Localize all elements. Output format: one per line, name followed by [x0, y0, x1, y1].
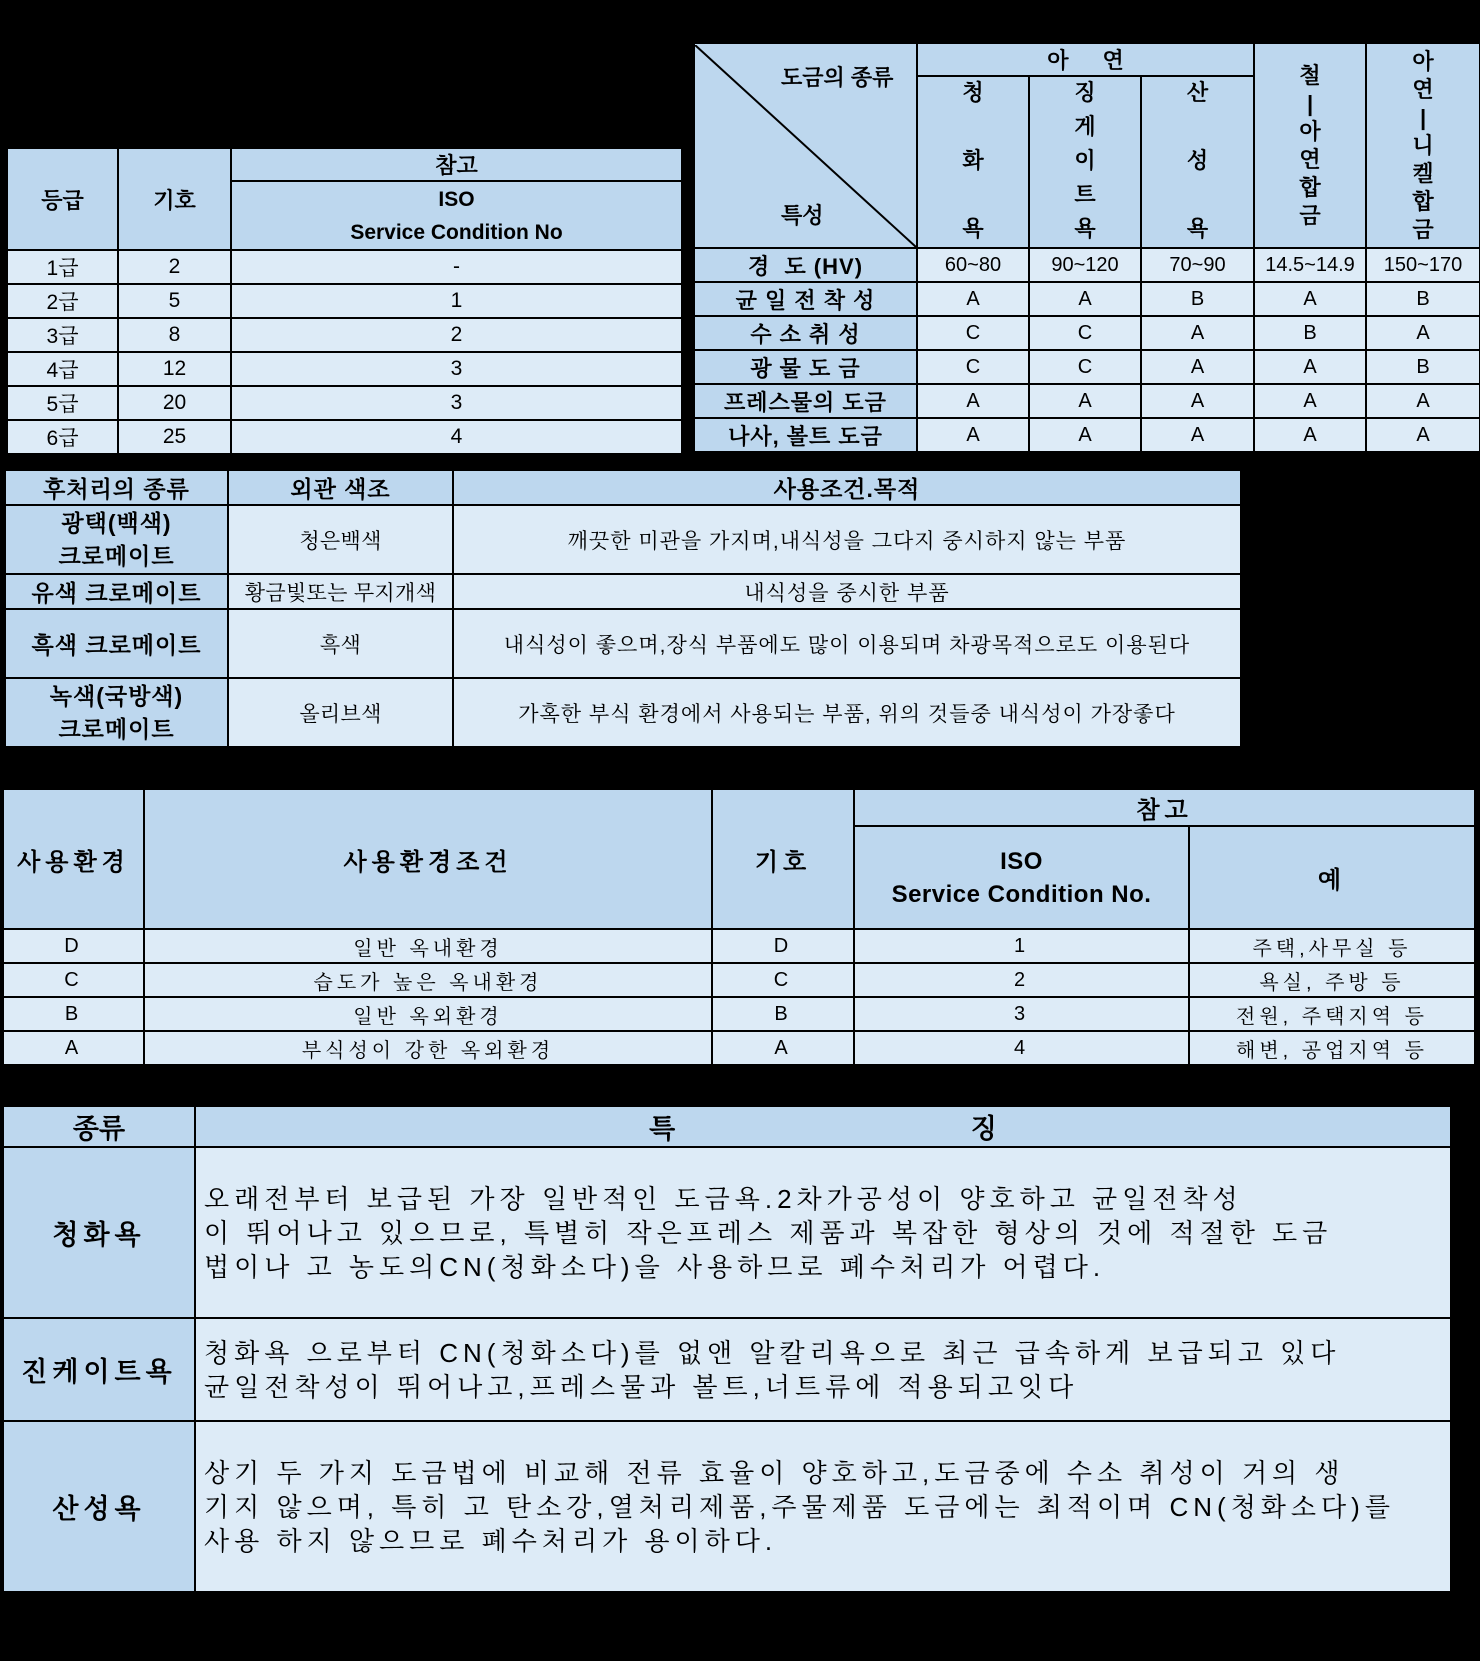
usage-environment-table: [2, 788, 1476, 1066]
environment-cell: A: [3, 1031, 144, 1065]
description-line: 사용 하지 않으므로 폐수처리가 용이하다.: [204, 1525, 778, 1556]
table-row: [3, 1421, 1451, 1592]
table-row: [5, 505, 1241, 574]
table-row: [5, 609, 1241, 678]
label-char: 청: [962, 80, 984, 105]
value-cell: 70~90: [1141, 248, 1254, 282]
symbol-cell: 12: [118, 352, 231, 386]
label-char: 켈: [1412, 160, 1434, 186]
header-symbol: 기호: [712, 789, 854, 929]
header-iron-zinc-alloy: [1254, 43, 1366, 248]
iso-label: ISO: [1000, 847, 1043, 875]
label-char: 화: [962, 148, 984, 173]
table-row: [7, 420, 682, 454]
iso-no-cell: 3: [231, 386, 682, 420]
table-row: [5, 678, 1241, 747]
iso-no-cell: 4: [231, 420, 682, 454]
environment-cell: D: [3, 929, 144, 963]
property-label-cell: 경 도 (HV): [694, 248, 917, 282]
value-cell: A: [1141, 316, 1254, 350]
value-cell: C: [917, 316, 1029, 350]
header-row: [3, 789, 1475, 826]
table-row: [3, 997, 1475, 1031]
iso-no-cell: 1: [854, 929, 1189, 963]
vertical-label: [1255, 62, 1365, 230]
treatment-type-line: 광택(백색): [61, 509, 172, 536]
color-cell: 청은백색: [228, 505, 453, 574]
grade-cell: 6급: [7, 420, 118, 454]
value-cell: A: [1029, 418, 1141, 452]
header-example: 예: [1189, 826, 1475, 929]
header-iso-service-condition: [231, 181, 682, 250]
treatment-type-cell: 흑색 크로메이트: [5, 609, 228, 678]
value-cell: A: [1254, 350, 1366, 384]
description-line: 법이나 고 농도의CN(청화소다)을 사용하므로 폐수처리가 어렵다.: [204, 1251, 1106, 1282]
environment-cell: C: [3, 963, 144, 997]
header-usage-purpose: 사용조건.목적: [453, 470, 1241, 505]
label-char: 징: [1074, 80, 1096, 105]
value-cell: C: [917, 350, 1029, 384]
symbol-cell: 8: [118, 318, 231, 352]
example-cell: 욕실, 주방 등: [1189, 963, 1475, 997]
vertical-label: [1030, 80, 1140, 242]
example-cell: 해변, 공업지역 등: [1189, 1031, 1475, 1065]
label-char: 욕: [962, 216, 984, 241]
label-char: 욕: [1186, 216, 1209, 241]
purpose-cell: 깨끗한 미관을 가지며,내식성을 그다지 중시하지 않는 부품: [453, 505, 1241, 574]
property-label: 특성: [781, 202, 824, 228]
value-cell: A: [1141, 384, 1254, 418]
vertical-label: [1142, 80, 1253, 242]
plating-type-label: 도금의 종류: [781, 64, 894, 90]
value-cell: A: [1366, 384, 1480, 418]
condition-cell: 일반 옥외환경: [144, 997, 712, 1031]
iso-no-cell: 2: [231, 318, 682, 352]
purpose-cell: 내식성을 중시한 부품: [453, 574, 1241, 609]
grade-cell: 1급: [7, 250, 118, 284]
condition-cell: 부식성이 강한 옥외환경: [144, 1031, 712, 1065]
vertical-label: [918, 80, 1028, 242]
color-cell: 올리브색: [228, 678, 453, 747]
table-row: [694, 350, 1480, 384]
bath-type-cell: 산성욕: [3, 1421, 195, 1592]
symbol-cell: B: [712, 997, 854, 1031]
table-row: [3, 963, 1475, 997]
value-cell: A: [1029, 384, 1141, 418]
table-row: [694, 316, 1480, 350]
treatment-type-line: 크로메이트: [58, 715, 175, 742]
property-label-cell: 수 소 취 성: [694, 316, 917, 350]
header-zinc-group: 아 연: [917, 43, 1254, 76]
symbol-cell: 2: [118, 250, 231, 284]
header-row: [7, 148, 682, 181]
example-cell: 주택,사무실 등: [1189, 929, 1475, 963]
symbol-cell: 5: [118, 284, 231, 318]
table-row: [694, 282, 1480, 316]
service-condition-label: Service Condition No.: [891, 880, 1152, 908]
value-cell: B: [1254, 316, 1366, 350]
value-cell: A: [1141, 418, 1254, 452]
label-char: 게: [1074, 114, 1096, 139]
color-cell: 황금빛또는 무지개색: [228, 574, 453, 609]
iso-label: ISO: [438, 187, 475, 211]
symbol-cell: D: [712, 929, 854, 963]
treatment-type-line: 녹색(국방색): [49, 682, 184, 709]
table-row: [7, 352, 682, 386]
value-cell: A: [917, 418, 1029, 452]
bath-type-cell: 청화욕: [3, 1147, 195, 1318]
header-row: [5, 470, 1241, 505]
label-char: 금: [1412, 216, 1434, 242]
symbol-cell: 20: [118, 386, 231, 420]
bath-description-cell: [195, 1421, 1451, 1592]
iso-no-cell: 3: [854, 997, 1189, 1031]
iso-no-cell: -: [231, 250, 682, 284]
header-reference: 참고: [854, 789, 1475, 826]
description-line: 청화욕 으로부터 CN(청화소다)를 없앤 알칼리욕으로 최근 급속하게 보급되고 있다: [204, 1337, 1341, 1368]
label-char: 산: [1186, 80, 1209, 105]
corner-header-cell: [694, 43, 917, 248]
table-row: [694, 418, 1480, 452]
description-line: 이 뛰어나고 있으므로, 특별히 작은프레스 제품과 복잡한 형상의 것에 적절한 도금: [204, 1217, 1333, 1248]
header-zincate-bath: [1029, 76, 1141, 248]
label-char: 이: [1074, 148, 1096, 173]
value-cell: B: [1366, 350, 1480, 384]
label-char: 합: [1412, 188, 1434, 214]
treatment-type-cell: [5, 678, 228, 747]
value-cell: B: [1366, 282, 1480, 316]
description-line: 상기 두 가지 도금법에 비교해 전류 효율이 양호하고,도금중에 수소 취성이 거의 생: [204, 1457, 1345, 1488]
property-label-cell: 프레스물의 도금: [694, 384, 917, 418]
value-cell: A: [1254, 418, 1366, 452]
value-cell: 150~170: [1366, 248, 1480, 282]
bath-description-cell: [195, 1318, 1451, 1421]
label-char: 욕: [1074, 216, 1096, 241]
header-row: [3, 1106, 1451, 1147]
color-cell: 흑색: [228, 609, 453, 678]
value-cell: A: [1366, 418, 1480, 452]
grade-cell: 4급: [7, 352, 118, 386]
table-row: [7, 284, 682, 318]
value-cell: A: [1141, 350, 1254, 384]
table-row: [3, 929, 1475, 963]
header-appearance-color: 외관 색조: [228, 470, 453, 505]
value-cell: A: [917, 384, 1029, 418]
table-row: [7, 386, 682, 420]
value-cell: C: [1029, 350, 1141, 384]
plating-bath-table: [2, 1105, 1452, 1593]
treatment-type-line: 크로메이트: [58, 542, 175, 569]
label-char: 연: [1412, 76, 1434, 102]
example-cell: 전원, 주택지역 등: [1189, 997, 1475, 1031]
vertical-label: [1367, 48, 1479, 244]
symbol-cell: C: [712, 963, 854, 997]
chromate-treatment-table: [4, 469, 1242, 748]
environment-cell: B: [3, 997, 144, 1031]
property-label-cell: 나사, 볼트 도금: [694, 418, 917, 452]
iso-no-cell: 3: [231, 352, 682, 386]
label-char: 아: [1412, 48, 1434, 74]
value-cell: A: [1254, 282, 1366, 316]
iso-no-cell: 1: [231, 284, 682, 318]
treatment-type-cell: [5, 505, 228, 574]
header-environment-condition: 사용환경조건: [144, 789, 712, 929]
treatment-type-cell: 유색 크로메이트: [5, 574, 228, 609]
property-label-cell: 균 일 전 착 성: [694, 282, 917, 316]
label-char: 성: [1186, 148, 1209, 173]
header-grade: 등급: [7, 148, 118, 250]
header-type: 종류: [3, 1106, 195, 1147]
purpose-cell: 가혹한 부식 환경에서 사용되는 부품, 위의 것들중 내식성이 가장좋다: [453, 678, 1241, 747]
value-cell: C: [1029, 316, 1141, 350]
value-cell: B: [1141, 282, 1254, 316]
property-label-cell: 광 물 도 금: [694, 350, 917, 384]
header-treatment-type: 후처리의 종류: [5, 470, 228, 505]
label-char: 금: [1299, 202, 1321, 228]
label-char: 아: [1299, 118, 1321, 144]
value-cell: A: [1029, 282, 1141, 316]
header-features: 특 징: [195, 1106, 1451, 1147]
grade-table: [6, 147, 683, 455]
description-line: 균일전착성이 뛰어나고,프레스물과 볼트,너트류에 적용되고잇다: [204, 1371, 1079, 1402]
plating-comparison-table: [693, 42, 1480, 453]
grade-cell: 2급: [7, 284, 118, 318]
symbol-cell: 25: [118, 420, 231, 454]
label-char: |: [1419, 104, 1427, 130]
table-row: [694, 384, 1480, 418]
header-row: [694, 43, 1480, 76]
label-char: 트: [1074, 182, 1096, 207]
iso-no-cell: 4: [854, 1031, 1189, 1065]
grade-cell: 3급: [7, 318, 118, 352]
value-cell: 90~120: [1029, 248, 1141, 282]
table-row: [3, 1031, 1475, 1065]
value-cell: A: [1366, 316, 1480, 350]
service-condition-label: Service Condition No: [350, 220, 563, 244]
label-char: 합: [1299, 174, 1321, 200]
value-cell: 14.5~14.9: [1254, 248, 1366, 282]
table-row: [694, 248, 1480, 282]
corner-box: [695, 45, 916, 247]
header-iso-service-condition: [854, 826, 1189, 929]
header-symbol: 기호: [118, 148, 231, 250]
label-char: |: [1306, 90, 1314, 116]
purpose-cell: 내식성이 좋으며,장식 부품에도 많이 이용되며 차광목적으로도 이용된다: [453, 609, 1241, 678]
grade-cell: 5급: [7, 386, 118, 420]
table-row: [5, 574, 1241, 609]
value-cell: A: [917, 282, 1029, 316]
value-cell: A: [1254, 384, 1366, 418]
header-reference: 참고: [231, 148, 682, 181]
description-line: 기지 않으며, 특히 고 탄소강,열처리제품,주물제품 도금에는 최적이며 CN(청화소다)를: [204, 1491, 1395, 1522]
table-row: [7, 318, 682, 352]
condition-cell: 습도가 높은 옥내환경: [144, 963, 712, 997]
label-char: 연: [1299, 146, 1321, 172]
header-environment: 사용환경: [3, 789, 144, 929]
bath-type-cell: 진케이트욕: [3, 1318, 195, 1421]
table-row: [7, 250, 682, 284]
header-zinc-nickel-alloy: [1366, 43, 1480, 248]
header-acid-bath: [1141, 76, 1254, 248]
table-row: [3, 1318, 1451, 1421]
label-char: 니: [1412, 132, 1434, 158]
condition-cell: 일반 옥내환경: [144, 929, 712, 963]
header-cyanide-bath: [917, 76, 1029, 248]
description-line: 오래전부터 보급된 가장 일반적인 도금욕.2차가공성이 양호하고 균일전착성: [204, 1183, 1243, 1214]
symbol-cell: A: [712, 1031, 854, 1065]
value-cell: 60~80: [917, 248, 1029, 282]
label-char: 철: [1299, 62, 1321, 88]
iso-no-cell: 2: [854, 963, 1189, 997]
table-row: [3, 1147, 1451, 1318]
bath-description-cell: [195, 1147, 1451, 1318]
